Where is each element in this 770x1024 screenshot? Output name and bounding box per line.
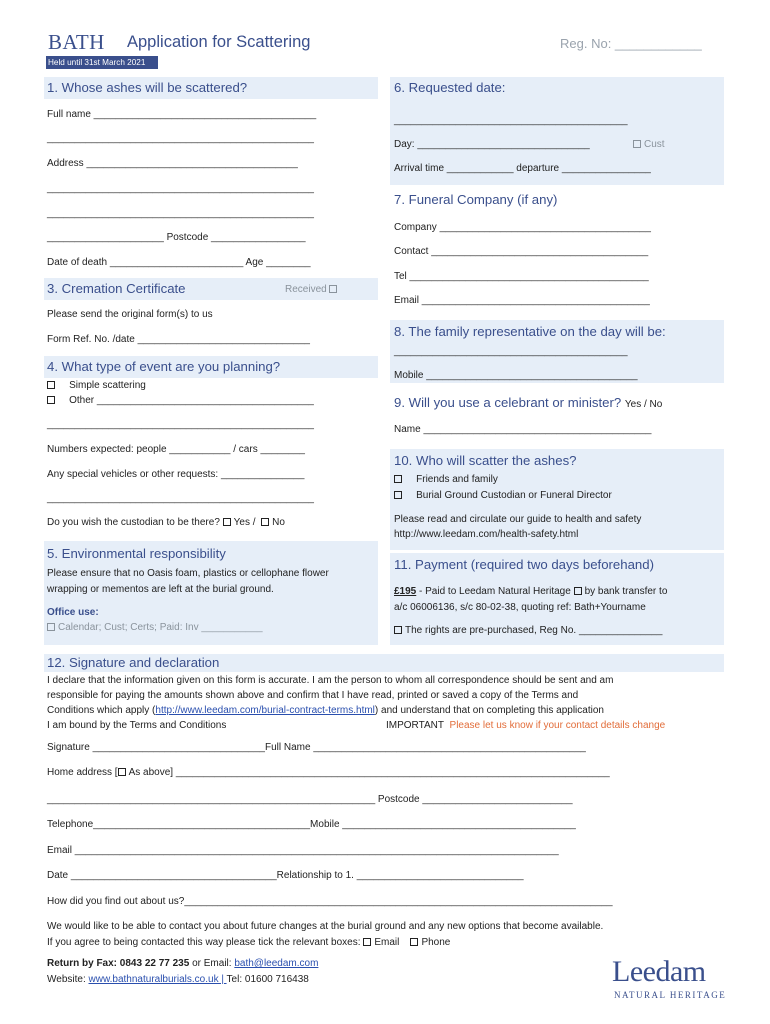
footer-email-link[interactable]: bath@leedam.com	[234, 958, 319, 969]
day-field[interactable]: Day: _______________________________	[394, 139, 590, 150]
date-of-death-field[interactable]: Date of death ________________________ Age ________	[47, 257, 311, 268]
representative-line[interactable]: __________________________________________	[394, 346, 628, 357]
declaration-2: responsible for paying the amounts shown above and confirm that I have read, printed or saved a copy of the Terms and	[47, 690, 579, 701]
cust-checkbox[interactable]	[633, 140, 641, 148]
payment-text-2: a/c 06006136, s/c 80-02-38, quoting ref: Bath+Yourname	[394, 602, 646, 613]
contact-consent-2: If you agree to being contacted this way please tick the relevant boxes: Email Phone	[47, 937, 451, 948]
s5-title: 5. Environmental responsibility	[47, 546, 226, 561]
friends-family-checkbox[interactable]	[394, 475, 402, 483]
sig-email-field[interactable]: Email _______________________________________________________________________________________	[47, 845, 559, 856]
office-use-label: Office use:	[47, 607, 99, 618]
postcode-field[interactable]: _____________________ Postcode _________________	[47, 232, 306, 243]
friends-family-option[interactable]: Friends and family	[394, 474, 498, 485]
tel-field[interactable]: Tel ___________________________________________	[394, 271, 649, 282]
rights-prepurchased[interactable]: The rights are pre-purchased, Reg No. _______________	[394, 625, 662, 636]
declaration-1: I declare that the information given on this form is accurate. I am the person to whom all correspondence should be sent and am	[47, 675, 614, 686]
home-address-field[interactable]: Home address [ As above] ______________________________________________________________________________	[47, 767, 610, 778]
form-title: Application for Scattering	[127, 33, 311, 51]
s3-title: 3. Cremation Certificate	[47, 281, 186, 296]
arrival-time-field[interactable]: Arrival time ____________ departure ________________	[394, 163, 651, 174]
custodian-question: Do you wish the custodian to be there? Yes / No	[47, 517, 285, 528]
email-consent-checkbox[interactable]	[363, 938, 371, 946]
header-bath: BATH	[48, 30, 105, 54]
send-original-text: Please send the original form(s) to us	[47, 309, 213, 320]
received-label: Received	[285, 284, 340, 295]
office-use-items: Calendar; Cust; Certs; Paid: Inv ___________	[47, 622, 263, 633]
telephone-mobile-field[interactable]: Telephone_______________________________________Mobile __________________________________________	[47, 819, 576, 830]
simple-scattering-checkbox[interactable]	[47, 381, 55, 389]
terms-link[interactable]: http://www.leedam.com/burial-contract-terms.html	[155, 705, 375, 716]
leedam-logo-subtitle: NATURAL HERITAGE	[614, 990, 727, 1000]
other-line[interactable]: ________________________________________________	[47, 419, 314, 430]
s12-title: 12. Signature and declaration	[47, 655, 220, 670]
full-name-line[interactable]: ________________________________________________	[47, 133, 314, 144]
declaration-4: I am bound by the Terms and Conditions	[47, 720, 227, 731]
phone-consent-checkbox[interactable]	[410, 938, 418, 946]
home-postcode-field[interactable]: ___________________________________________________________ Postcode ___________________________	[47, 794, 573, 805]
other-option[interactable]: Other _______________________________________	[47, 395, 314, 406]
env-text-2: wrapping or mementos are left at the burial ground.	[47, 584, 274, 595]
s7-title: 7. Funeral Company (if any)	[394, 192, 558, 207]
s9-title: 9. Will you use a celebrant or minister? Yes / No	[394, 395, 663, 410]
address-line-2[interactable]: ________________________________________________	[47, 183, 314, 194]
other-checkbox[interactable]	[47, 396, 55, 404]
s10-title: 10. Who will scatter the ashes?	[394, 453, 577, 468]
requested-date-line[interactable]: __________________________________________	[394, 115, 628, 126]
health-safety-text: Please read and circulate our guide to health and safety	[394, 514, 642, 525]
full-name-field[interactable]: Full name ________________________________________	[47, 109, 317, 120]
reg-no-field[interactable]: Reg. No: ____________	[560, 36, 702, 51]
form-ref-field[interactable]: Form Ref. No. /date _______________________________	[47, 334, 310, 345]
s1-title: 1. Whose ashes will be scattered?	[47, 80, 248, 95]
company-email-field[interactable]: Email _________________________________________	[394, 295, 650, 306]
company-field[interactable]: Company ______________________________________	[394, 222, 651, 233]
payment-text-1: £195 - Paid to Leedam Natural Heritage by bank transfer to	[394, 586, 668, 597]
date-relationship-field[interactable]: Date _____________________________________Relationship to 1. ______________________________	[47, 870, 524, 881]
bank-transfer-checkbox[interactable]	[574, 587, 582, 595]
custodian-no-checkbox[interactable]	[261, 518, 269, 526]
s11-title: 11. Payment (required two days beforehand)	[394, 557, 654, 572]
special-requests-field[interactable]: Any special vehicles or other requests: _______________	[47, 469, 305, 480]
s4-title: 4. What type of event are you planning?	[47, 359, 281, 374]
contact-consent-1: We would like to be able to contact you about future changes at the burial ground and any new options that become available.	[47, 921, 604, 932]
declaration-3: Conditions which apply (http://www.leedam.com/burial-contract-terms.html) and understand that on completing this application	[47, 705, 604, 716]
env-text-1: Please ensure that no Oasis foam, plastics or cellophane flower	[47, 568, 329, 579]
custodian-director-option[interactable]: Burial Ground Custodian or Funeral Director	[394, 490, 612, 501]
contact-field[interactable]: Contact _______________________________________	[394, 246, 649, 257]
held-until-badge: Held until 31st March 2021	[46, 56, 158, 69]
rights-checkbox[interactable]	[394, 626, 402, 634]
celebrant-name-field[interactable]: Name _________________________________________	[394, 424, 652, 435]
special-requests-line[interactable]: ________________________________________________	[47, 493, 314, 504]
calendar-checkbox[interactable]	[47, 623, 55, 631]
important-note: IMPORTANT Please let us know if your contact details change	[386, 720, 666, 731]
mobile-field[interactable]: Mobile ______________________________________	[394, 370, 638, 381]
address-field[interactable]: Address ______________________________________	[47, 158, 298, 169]
cust-option: Cust	[633, 139, 665, 150]
s6-title: 6. Requested date:	[394, 80, 506, 95]
custodian-yes-checkbox[interactable]	[223, 518, 231, 526]
address-line-3[interactable]: ________________________________________________	[47, 208, 314, 219]
as-above-checkbox[interactable]	[118, 768, 126, 776]
received-checkbox[interactable]	[329, 285, 337, 293]
simple-scattering-option[interactable]: Simple scattering	[47, 380, 146, 391]
how-find-field[interactable]: How did you find out about us?_____________________________________________________________________________	[47, 896, 613, 907]
health-safety-url[interactable]: http://www.leedam.com/health-safety.html	[394, 529, 579, 540]
footer-website-link[interactable]: www.bathnaturalburials.co.uk |	[88, 974, 227, 985]
s8-title: 8. The family representative on the day will be:	[394, 324, 666, 339]
signature-fullname-field[interactable]: Signature _______________________________Full Name _________________________________________________	[47, 742, 586, 753]
leedam-logo: Leedam	[612, 955, 706, 988]
footer-fax: Return by Fax: 0843 22 77 235 or Email: bath@leedam.com	[47, 958, 319, 969]
footer-website: Website: www.bathnaturalburials.co.uk | Tel: 01600 716438	[47, 974, 309, 985]
custodian-director-checkbox[interactable]	[394, 491, 402, 499]
numbers-expected-field[interactable]: Numbers expected: people ___________ / cars ________	[47, 444, 305, 455]
yes-no-option[interactable]: Yes / No	[624, 399, 663, 410]
